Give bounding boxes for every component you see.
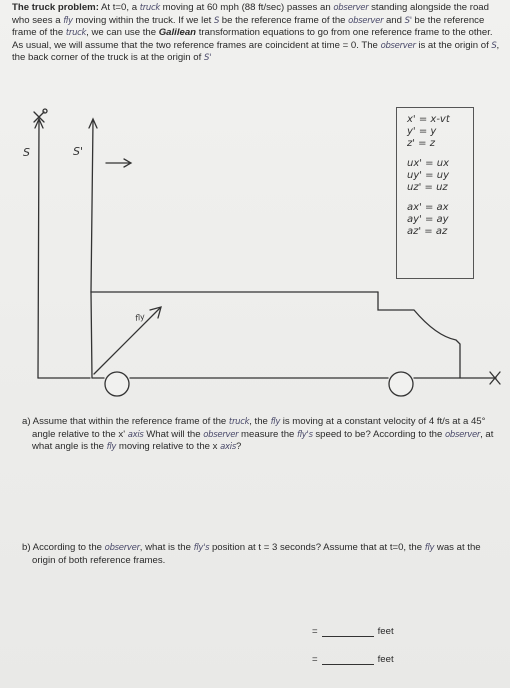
handwritten-truck: truck: [228, 417, 250, 427]
question-text: was at the origin of both reference frames.: [32, 542, 481, 566]
equation-ax: ax' = ax: [407, 202, 449, 213]
intro-text: At t=0, a: [98, 2, 140, 13]
handwritten-observer: observer: [104, 543, 140, 553]
s-z-dot: [43, 109, 47, 113]
intro-text: be the reference frame of the: [219, 14, 349, 26]
truck-cab: [378, 292, 460, 378]
answer-y-blank[interactable]: [322, 654, 374, 665]
fly-velocity-vector: [94, 308, 160, 374]
handwritten-axis: axis: [220, 442, 236, 453]
answer-y-row: [312, 654, 394, 665]
question-text: , the: [249, 416, 271, 427]
handwritten-fly: fly: [424, 543, 435, 553]
handwritten-observer: observer: [444, 429, 481, 440]
equation-z: z' = z: [407, 138, 435, 149]
equation-x: x' = x-vt: [407, 114, 450, 125]
handwritten-fly: fly: [270, 417, 281, 427]
handwritten-fly: fly: [63, 15, 73, 26]
intro-text: is at the origin of: [415, 39, 492, 51]
galilean-term: Galilean: [158, 27, 197, 39]
question-text: , at what angle is the: [32, 428, 494, 453]
truck-y-axis: [91, 121, 93, 292]
handwritten-observer: observer: [203, 429, 239, 440]
front-wheel: [389, 372, 413, 396]
question-text: , what is the: [139, 542, 194, 553]
question-text: measure the: [238, 428, 298, 440]
frame-s-prime-label: S': [73, 145, 84, 158]
handwritten-s-prime: S': [203, 53, 212, 64]
question-text: a) Assume that within the reference frame of the: [22, 416, 229, 427]
question-text: speed to be? According to the: [312, 428, 445, 440]
answer-x-blank[interactable]: [322, 626, 374, 637]
handwritten-s: S: [491, 40, 497, 51]
intro-text: moving at 60 mph (88 ft/sec) passes an: [160, 2, 334, 13]
handwritten-s-prime: S': [404, 15, 412, 26]
intro-text: , the back corner of the truck is at the origin of: [12, 39, 500, 64]
equals-sign: =: [312, 626, 318, 637]
handwritten-truck: truck: [65, 28, 87, 39]
frame-s-label: S: [23, 146, 30, 159]
equals-sign: =: [312, 654, 318, 665]
intro-text: and: [383, 14, 405, 26]
handwritten-fly: fly: [106, 442, 117, 453]
handwritten-axis: axis: [127, 429, 144, 440]
equation-ay: ay' = ay: [407, 214, 449, 225]
handwritten-observer: observer: [333, 3, 369, 13]
handwritten-truck: truck: [139, 3, 161, 13]
equation-uy: uy' = uy: [407, 170, 449, 181]
equation-ux: ux' = ux: [407, 158, 449, 169]
question-a: [22, 416, 502, 454]
observer-y-axis: [38, 121, 39, 378]
intro-text: be the reference frame of the: [12, 14, 485, 39]
answer-x-row: [312, 626, 394, 637]
rear-wheel: [105, 372, 129, 396]
equation-az: az' = az: [407, 226, 448, 237]
intro-text: transformation equations to go from one reference frame to the other. As usual, we will assume that the two reference frames are coincident at time = 0. The: [12, 27, 493, 51]
question-text: moving relative to the x: [116, 441, 221, 453]
intro-text: , we can use the: [86, 27, 159, 39]
truck-back-edge: [91, 292, 92, 378]
answer-x-unit: feet: [377, 626, 394, 637]
question-text: ?: [235, 441, 242, 453]
question-text: position at t = 3 seconds? Assume that at t=0, the: [209, 542, 425, 553]
answer-y-unit: feet: [377, 654, 394, 665]
equation-y: y' = y: [407, 126, 437, 137]
question-text: b) According to the: [22, 542, 105, 553]
intro-text: standing alongside the road who sees a: [12, 2, 489, 26]
question-text: is moving at a constant velocity of 4 ft/s at a 45° angle relative to the x': [32, 416, 486, 440]
handwritten-s: S: [214, 15, 220, 26]
galilean-equations-box: [396, 107, 474, 279]
intro-text: moving within the truck. If we let: [72, 14, 214, 26]
handwritten-observer: observer: [348, 15, 384, 26]
fly-label: fly: [134, 312, 146, 323]
handwritten-flys: fly's: [193, 543, 210, 553]
question-text: What will the: [143, 428, 204, 440]
equation-uz: uz' = uz: [407, 182, 448, 193]
question-b: [22, 542, 502, 567]
handwritten-flys: fly's: [297, 429, 313, 440]
handwritten-observer: observer: [380, 40, 416, 51]
problem-title: The truck problem:: [12, 2, 99, 13]
